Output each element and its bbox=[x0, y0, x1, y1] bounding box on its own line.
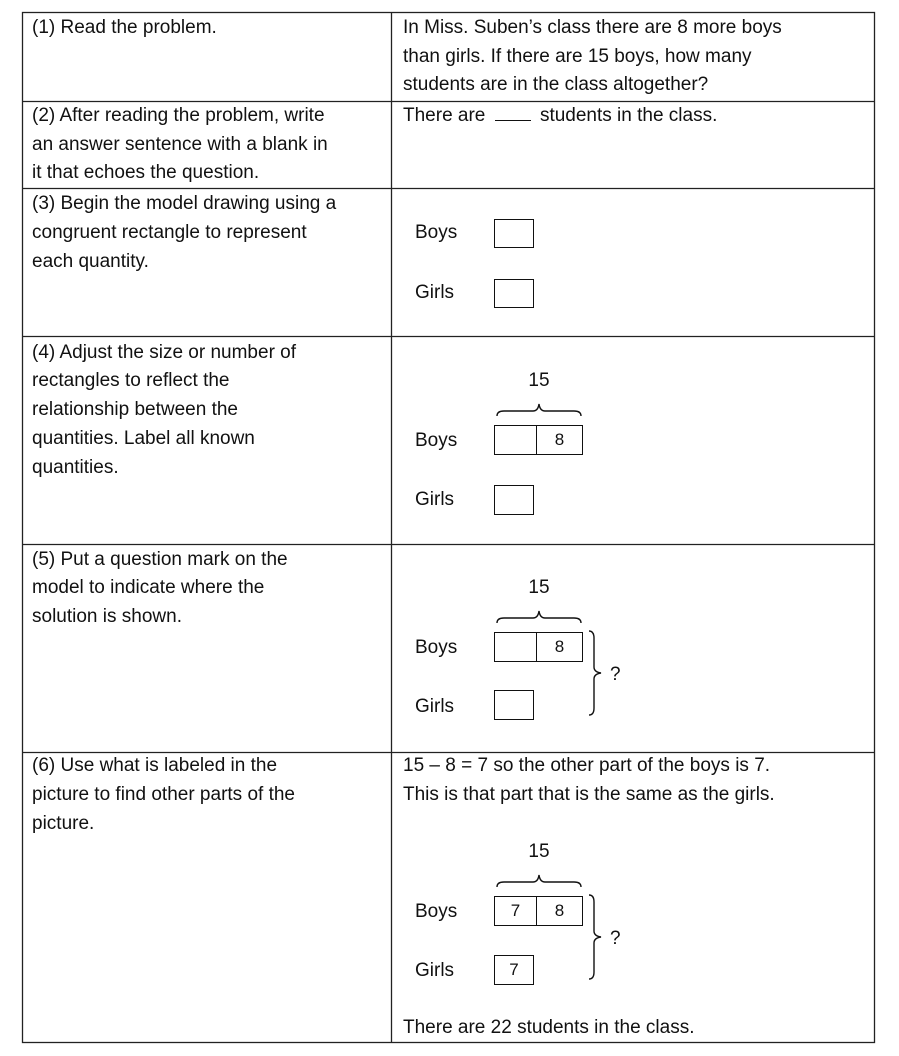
question-mark: ? bbox=[610, 664, 621, 685]
boys-label: Boys bbox=[415, 637, 458, 658]
side-brace bbox=[588, 630, 604, 716]
girls-label: Girls bbox=[415, 489, 455, 510]
step-2-line-3: it that echoes the question. bbox=[32, 162, 260, 183]
step-3-line-2: congruent rectangle to represent bbox=[32, 222, 307, 243]
total-label: 15 bbox=[528, 841, 550, 862]
question-mark: ? bbox=[610, 928, 621, 949]
girls-label: Girls bbox=[415, 960, 455, 981]
boys-known-part: 8 bbox=[536, 897, 582, 925]
problem-line-2: than girls. If there are 15 boys, how many bbox=[403, 46, 752, 67]
answer-sentence-start: There are bbox=[403, 105, 486, 126]
step-6-line-3: picture. bbox=[32, 813, 95, 834]
step-5-line-1: (5) Put a question mark on the bbox=[32, 549, 288, 570]
step-5-line-3: solution is shown. bbox=[32, 606, 182, 627]
step-4-line-3: relationship between the bbox=[32, 399, 238, 420]
solution-line-2: This is that part that is the same as the girls. bbox=[403, 784, 775, 805]
step-5-line-2: model to indicate where the bbox=[32, 577, 265, 598]
boys-known-part: 8 bbox=[536, 426, 582, 454]
girls-label: Girls bbox=[415, 282, 455, 303]
step-3-line-3: each quantity. bbox=[32, 251, 149, 272]
step-2-line-1: (2) After reading the problem, write bbox=[32, 105, 325, 126]
girls-rectangle bbox=[494, 690, 534, 720]
girls-rectangle bbox=[494, 485, 534, 515]
solution-line-1: 15 – 8 = 7 so the other part of the boys is 7. bbox=[403, 755, 771, 776]
answer-sentence bbox=[403, 102, 717, 131]
girls-label: Girls bbox=[415, 696, 455, 717]
boys-bar bbox=[494, 896, 583, 926]
problem-line-1: In Miss. Suben’s class there are 8 more boys bbox=[403, 17, 782, 38]
top-brace bbox=[496, 609, 582, 625]
total-label: 15 bbox=[528, 370, 550, 391]
problem-line-3: students are in the class altogether? bbox=[403, 74, 709, 95]
answer-sentence-end: students in the class. bbox=[539, 105, 718, 126]
boys-label: Boys bbox=[415, 430, 458, 451]
step-1-text: (1) Read the problem. bbox=[32, 17, 217, 38]
boys-label: Boys bbox=[415, 222, 458, 243]
final-answer: There are 22 students in the class. bbox=[403, 1017, 695, 1038]
top-brace bbox=[496, 402, 582, 418]
girls-value: 7 bbox=[509, 960, 519, 979]
step-4-line-5: quantities. bbox=[32, 457, 119, 478]
girls-rectangle bbox=[494, 279, 534, 308]
top-brace bbox=[496, 873, 582, 889]
boys-unknown-part bbox=[495, 426, 536, 454]
girls-rectangle bbox=[494, 955, 534, 985]
boys-bar bbox=[494, 632, 583, 662]
step-6-line-1: (6) Use what is labeled in the bbox=[32, 755, 278, 776]
boys-first-part: 7 bbox=[510, 901, 521, 920]
step-3-line-1: (3) Begin the model drawing using a bbox=[32, 193, 337, 214]
step-4-line-2: rectangles to reflect the bbox=[32, 370, 230, 391]
boys-unknown-part bbox=[495, 633, 536, 661]
step-6-line-2: picture to find other parts of the bbox=[32, 784, 295, 805]
answer-blank bbox=[495, 104, 531, 121]
boys-label: Boys bbox=[415, 901, 458, 922]
step-4-line-1: (4) Adjust the size or number of bbox=[32, 342, 297, 363]
boys-known-part: 8 bbox=[536, 633, 582, 661]
step-2-line-2: an answer sentence with a blank in bbox=[32, 134, 328, 155]
boys-rectangle bbox=[494, 219, 534, 248]
step-4-line-4: quantities. Label all known bbox=[32, 428, 255, 449]
boys-bar bbox=[494, 425, 583, 455]
total-label: 15 bbox=[528, 577, 550, 598]
side-brace bbox=[588, 894, 604, 980]
